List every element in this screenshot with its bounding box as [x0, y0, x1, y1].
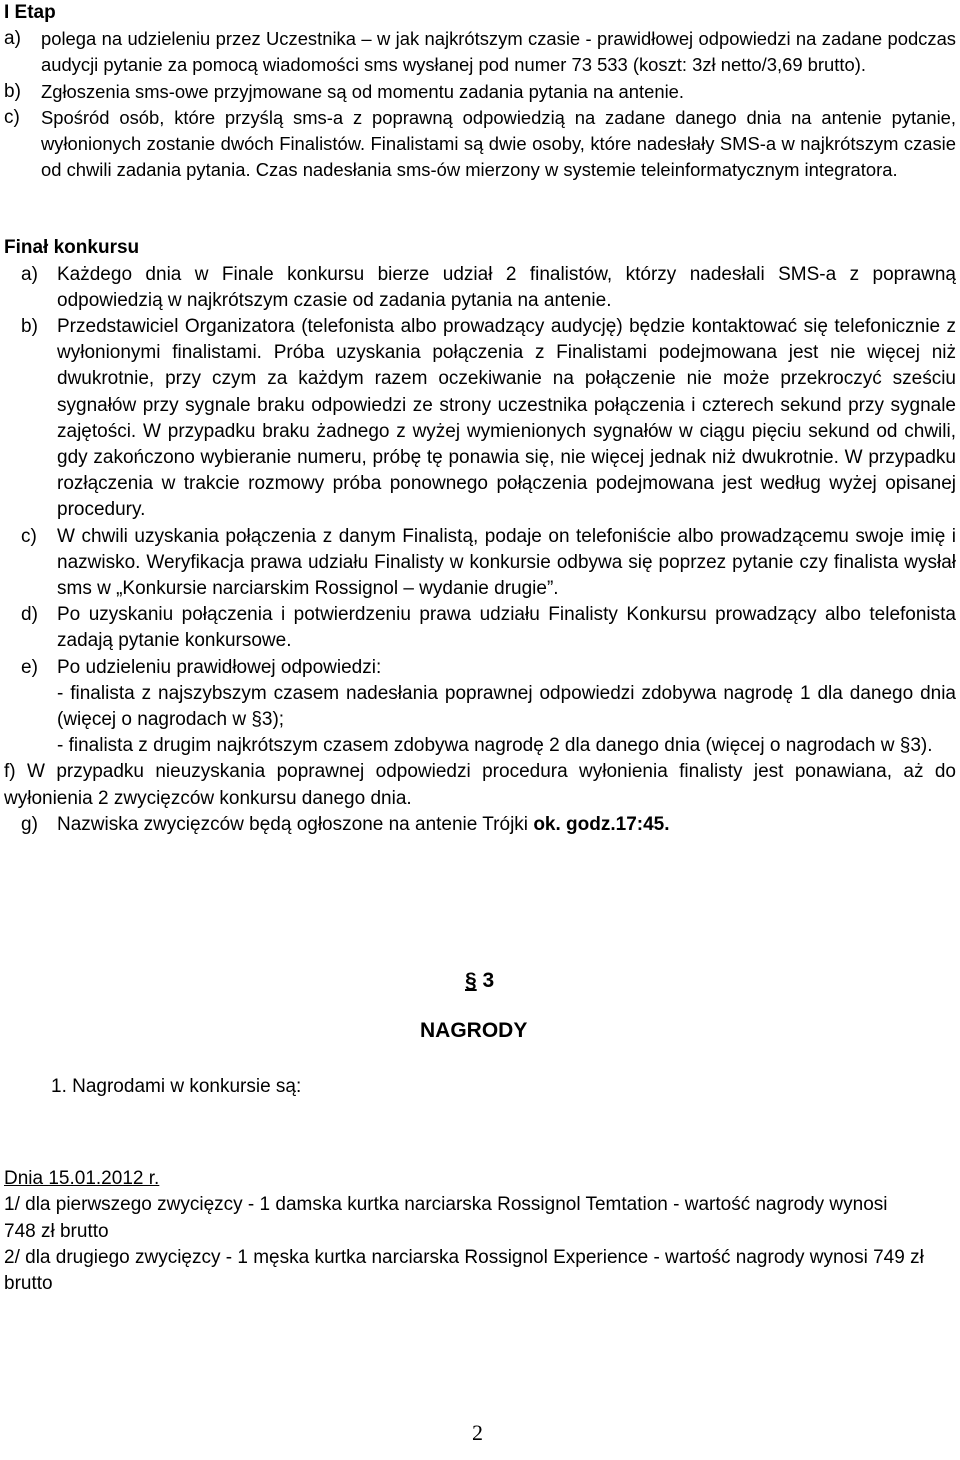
final-item-c-label: c)	[21, 525, 37, 547]
final-item-a	[4, 262, 956, 314]
final-list	[4, 262, 956, 760]
prize-item-2: 2/ dla drugiego zwycięzcy - 1 męska kurtka narciarska Rossignol Experience - wartość nagrody wynosi 749 zł brutto	[4, 1246, 924, 1294]
final-item-d-text: Po uzyskaniu połączenia i potwierdzeniu prawa udziału Finalisty Konkursu prowadzący albo telefonista zadają pytanie konkursowe.	[57, 604, 956, 652]
final-item-e-sub-2: - finalista z drugim najkrótszym czasem zdobywa nagrodę 2 dla danego dnia (więcej o nagrodach w §3).	[57, 735, 933, 757]
prizes-point-1: 1. Nagrodami w konkursie są:	[51, 1076, 302, 1098]
prize-item-1: 1/ dla pierwszego zwycięzcy - 1 damska kurtka narciarska Rossignol Temtation - wartość nagrody wynosi 748 zł brutto	[4, 1194, 888, 1242]
etap-item-b	[4, 79, 956, 105]
final-item-g	[4, 812, 956, 838]
final-item-e-sub-1: - finalista z najszybszym czasem nadesłania poprawnej odpowiedzi zdobywa nagrodę 1 dla danego dnia (więcej o nagrodach w §3);	[57, 682, 956, 731]
etap-item-a-label: a)	[4, 28, 21, 50]
final-item-c-text: W chwili uzyskania połączenia z danym Finalistą, podaje on telefoniście albo prowadzącemu swoje imię i nazwisko. Weryfikacja prawa udziału Finalisty w konkursie odbywa się poprzez pytanie czy finalista wysłał sms w „Konkursie narciarskim Rossignol – wydanie drugie”.	[57, 525, 956, 600]
final-heading: Finał konkursu	[4, 237, 140, 259]
final-item-e-text: Po udzieleniu prawidłowej odpowiedzi:	[57, 656, 382, 678]
prizes-section-header	[4, 968, 956, 1166]
final-item-a-label: a)	[21, 263, 38, 285]
prizes-date: Dnia 15.01.2012 r.	[4, 1168, 160, 1190]
section-title: NAGRODY	[420, 1019, 528, 1043]
final-item-g-text: Nazwiska zwycięzców będą ogłoszone na antenie Trójki	[57, 813, 534, 835]
section-number: 3	[482, 969, 495, 993]
etap-item-c-label: c)	[4, 106, 20, 128]
final-item-a-text: Każdego dnia w Finale konkursu bierze udział 2 finalistów, którzy nadesłali SMS-a z poprawną odpowiedzią w najkrótszym czasie od zadania pytania na antenie.	[57, 263, 956, 311]
final-item-e	[4, 655, 956, 760]
etap-item-b-label: b)	[4, 80, 21, 102]
final-item-d	[4, 602, 956, 654]
final-item-c	[4, 524, 956, 603]
etap-heading: I Etap	[4, 2, 56, 23]
etap-item-c	[4, 105, 956, 184]
final-item-b-text: Przedstawiciel Organizatora (telefonista albo prowadzący audycję) będzie kontaktować się telefonicznie z wyłonionymi finalistami. Próba uzyskania połączenia z Finalistami podejmowana jest nie więcej niż dwukrotnie, przy czym za każdym razem oczekiwanie na połączenie nie może przekroczyć sześciu sygnałów przy sygnale braku odpowiedzi ze strony uczestnika połączenia i czterech sekund przy sygnale zajętości. W przypadku braku żadnego z wyżej wymienionych sygnałów w ciągu pięciu sekund od chwili, gdy zakończono wybieranie numeru, próbę tę ponawia się, nie więcej jednak niż dwukrotnie. W przypadku rozłączenia w trakcie rozmowy próba ponownego połączenia podejmowana jest według wyżej opisanej procedury.	[57, 316, 956, 521]
final-item-b	[4, 314, 956, 524]
etap-list	[4, 26, 956, 183]
final-item-b-label: b)	[21, 316, 38, 338]
final-item-d-label: d)	[21, 604, 38, 626]
final-item-f	[4, 759, 956, 811]
document-page	[4, 0, 956, 1297]
final-item-e-label: e)	[21, 656, 38, 678]
etap-item-a-text: polega na udzieleniu przez Uczestnika – w jak najkrótszym czasie - prawidłowej odpowiedzi na zadane podczas audycji pytanie za pomocą wiadomości sms wysłanej pod numer 73 533 (koszt: 3zł netto/3,69 brutto).	[41, 28, 956, 76]
final-item-g-time: ok. godz.17:45.	[533, 813, 670, 835]
section-sign: §	[465, 969, 477, 993]
final-item-e-body	[57, 655, 956, 760]
section-marker	[465, 968, 494, 994]
final-item-f-text: W przypadku nieuzyskania poprawnej odpowiedzi procedura wyłonienia finalisty jest ponawiana, aż do wyłonienia 2 zwycięzców konkursu danego dnia.	[4, 761, 957, 809]
page-number: 2	[472, 1420, 483, 1445]
etap-item-a	[4, 26, 956, 78]
final-item-g-body	[57, 812, 956, 838]
etap-item-b-text: Zgłoszenia sms-owe przyjmowane są od momentu zadania pytania na antenie.	[41, 80, 684, 102]
final-item-g-label: g)	[21, 813, 38, 835]
final-item-f-label: f)	[4, 761, 16, 783]
etap-item-c-text: Spośród osób, które przyślą sms-a z poprawną odpowiedzią na zadane danego dnia na antenie pytanie, wyłonionych zostanie dwóch Finalistów. Finalistami są dwie osoby, które nadesłały SMS-a w najkrótszym czasie od chwili zadania pytania. Czas nadesłania sms-ów mierzony w systemie teleinformatycznym integratora.	[41, 106, 956, 181]
